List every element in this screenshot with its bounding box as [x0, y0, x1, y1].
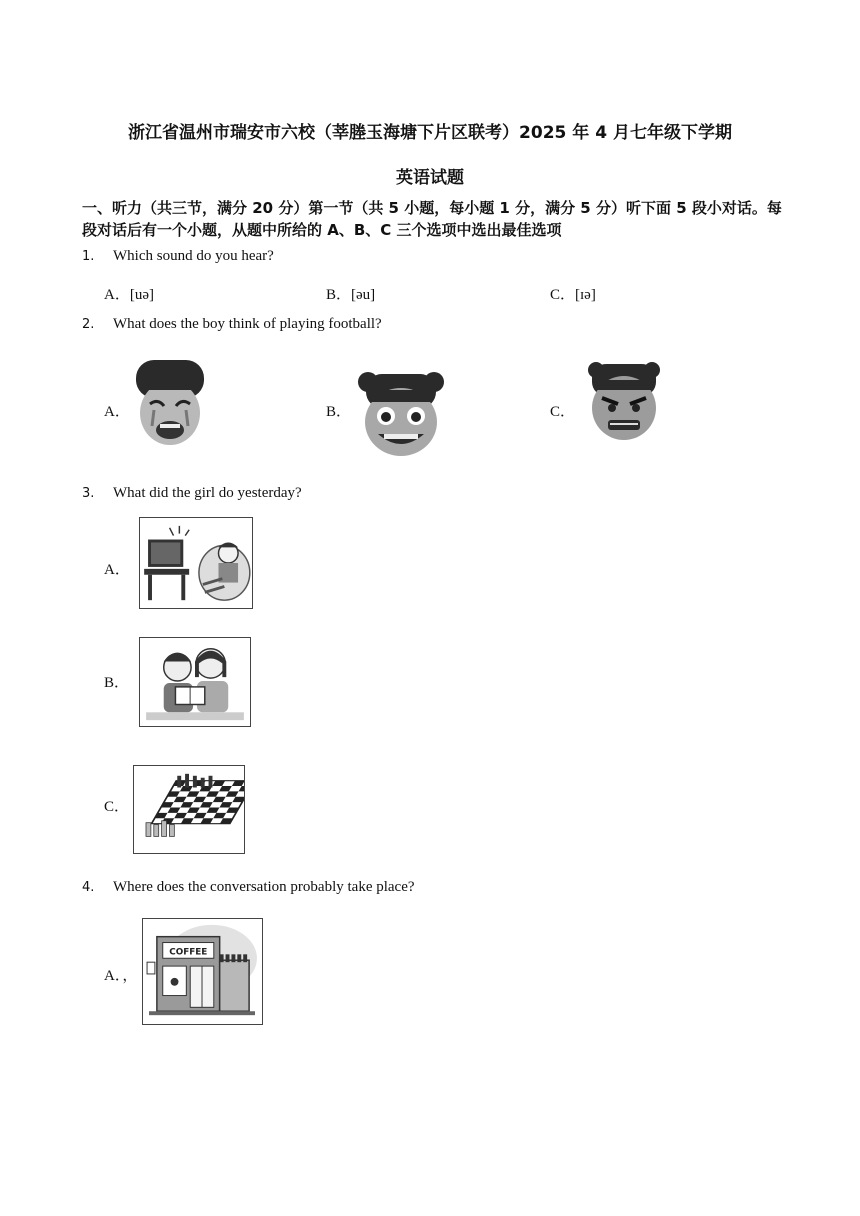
q3-option-c-label[interactable]: C． [104, 799, 130, 815]
reading-image[interactable] [139, 637, 251, 727]
q3-option-a-label[interactable]: A． [104, 562, 130, 578]
angry-face-image[interactable] [584, 360, 664, 444]
q2-option-a-label[interactable]: A． [104, 404, 130, 420]
watching-tv-image[interactable] [139, 517, 253, 609]
question-2 [82, 316, 382, 333]
section-heading: 一、听力（共三节，满分 20 分）第一节（共 5 小题，每小题 1 分，满分 5 分）听下面 5 段小对话。每段对话后有一个小题，从题中所给的 A、B、C 三个选项中选出最佳选项 [82, 199, 782, 239]
q1-option-a[interactable]: A．[uə] [104, 287, 154, 303]
chess-board-image[interactable] [133, 765, 245, 854]
question-number: 4. [82, 880, 95, 895]
q2-option-b-label[interactable]: B． [326, 404, 352, 420]
question-number: 1. [82, 249, 95, 264]
q1-option-c[interactable]: C．[ɪə] [550, 287, 596, 303]
question-1 [82, 248, 274, 265]
document-title: 浙江省温州市瑞安市六校（莘塍玉海塘下片区联考）2025 年 4 月七年级下学期 [128, 123, 732, 143]
question-3 [82, 485, 302, 502]
q2-option-c-label[interactable]: C． [550, 404, 576, 420]
document-subtitle: 英语试题 [396, 168, 464, 188]
q1-option-b[interactable]: B．[əu] [326, 287, 376, 303]
q4-option-a-label[interactable]: A．， [104, 968, 138, 984]
coffee-shop-image[interactable] [142, 918, 263, 1025]
question-number: 3. [82, 486, 95, 501]
coffee-sign-text: COFFEE [169, 947, 208, 958]
happy-face-image[interactable] [356, 368, 446, 462]
question-text: Which sound do you hear? [113, 248, 274, 264]
q3-option-b-label[interactable]: B． [104, 675, 130, 691]
question-4 [82, 879, 415, 896]
question-text: Where does the conversation probably take place? [113, 879, 415, 895]
question-number: 2. [82, 317, 95, 332]
question-text: What does the boy think of playing football? [113, 316, 382, 332]
crying-face-image[interactable] [130, 358, 210, 456]
question-text: What did the girl do yesterday? [113, 485, 302, 501]
